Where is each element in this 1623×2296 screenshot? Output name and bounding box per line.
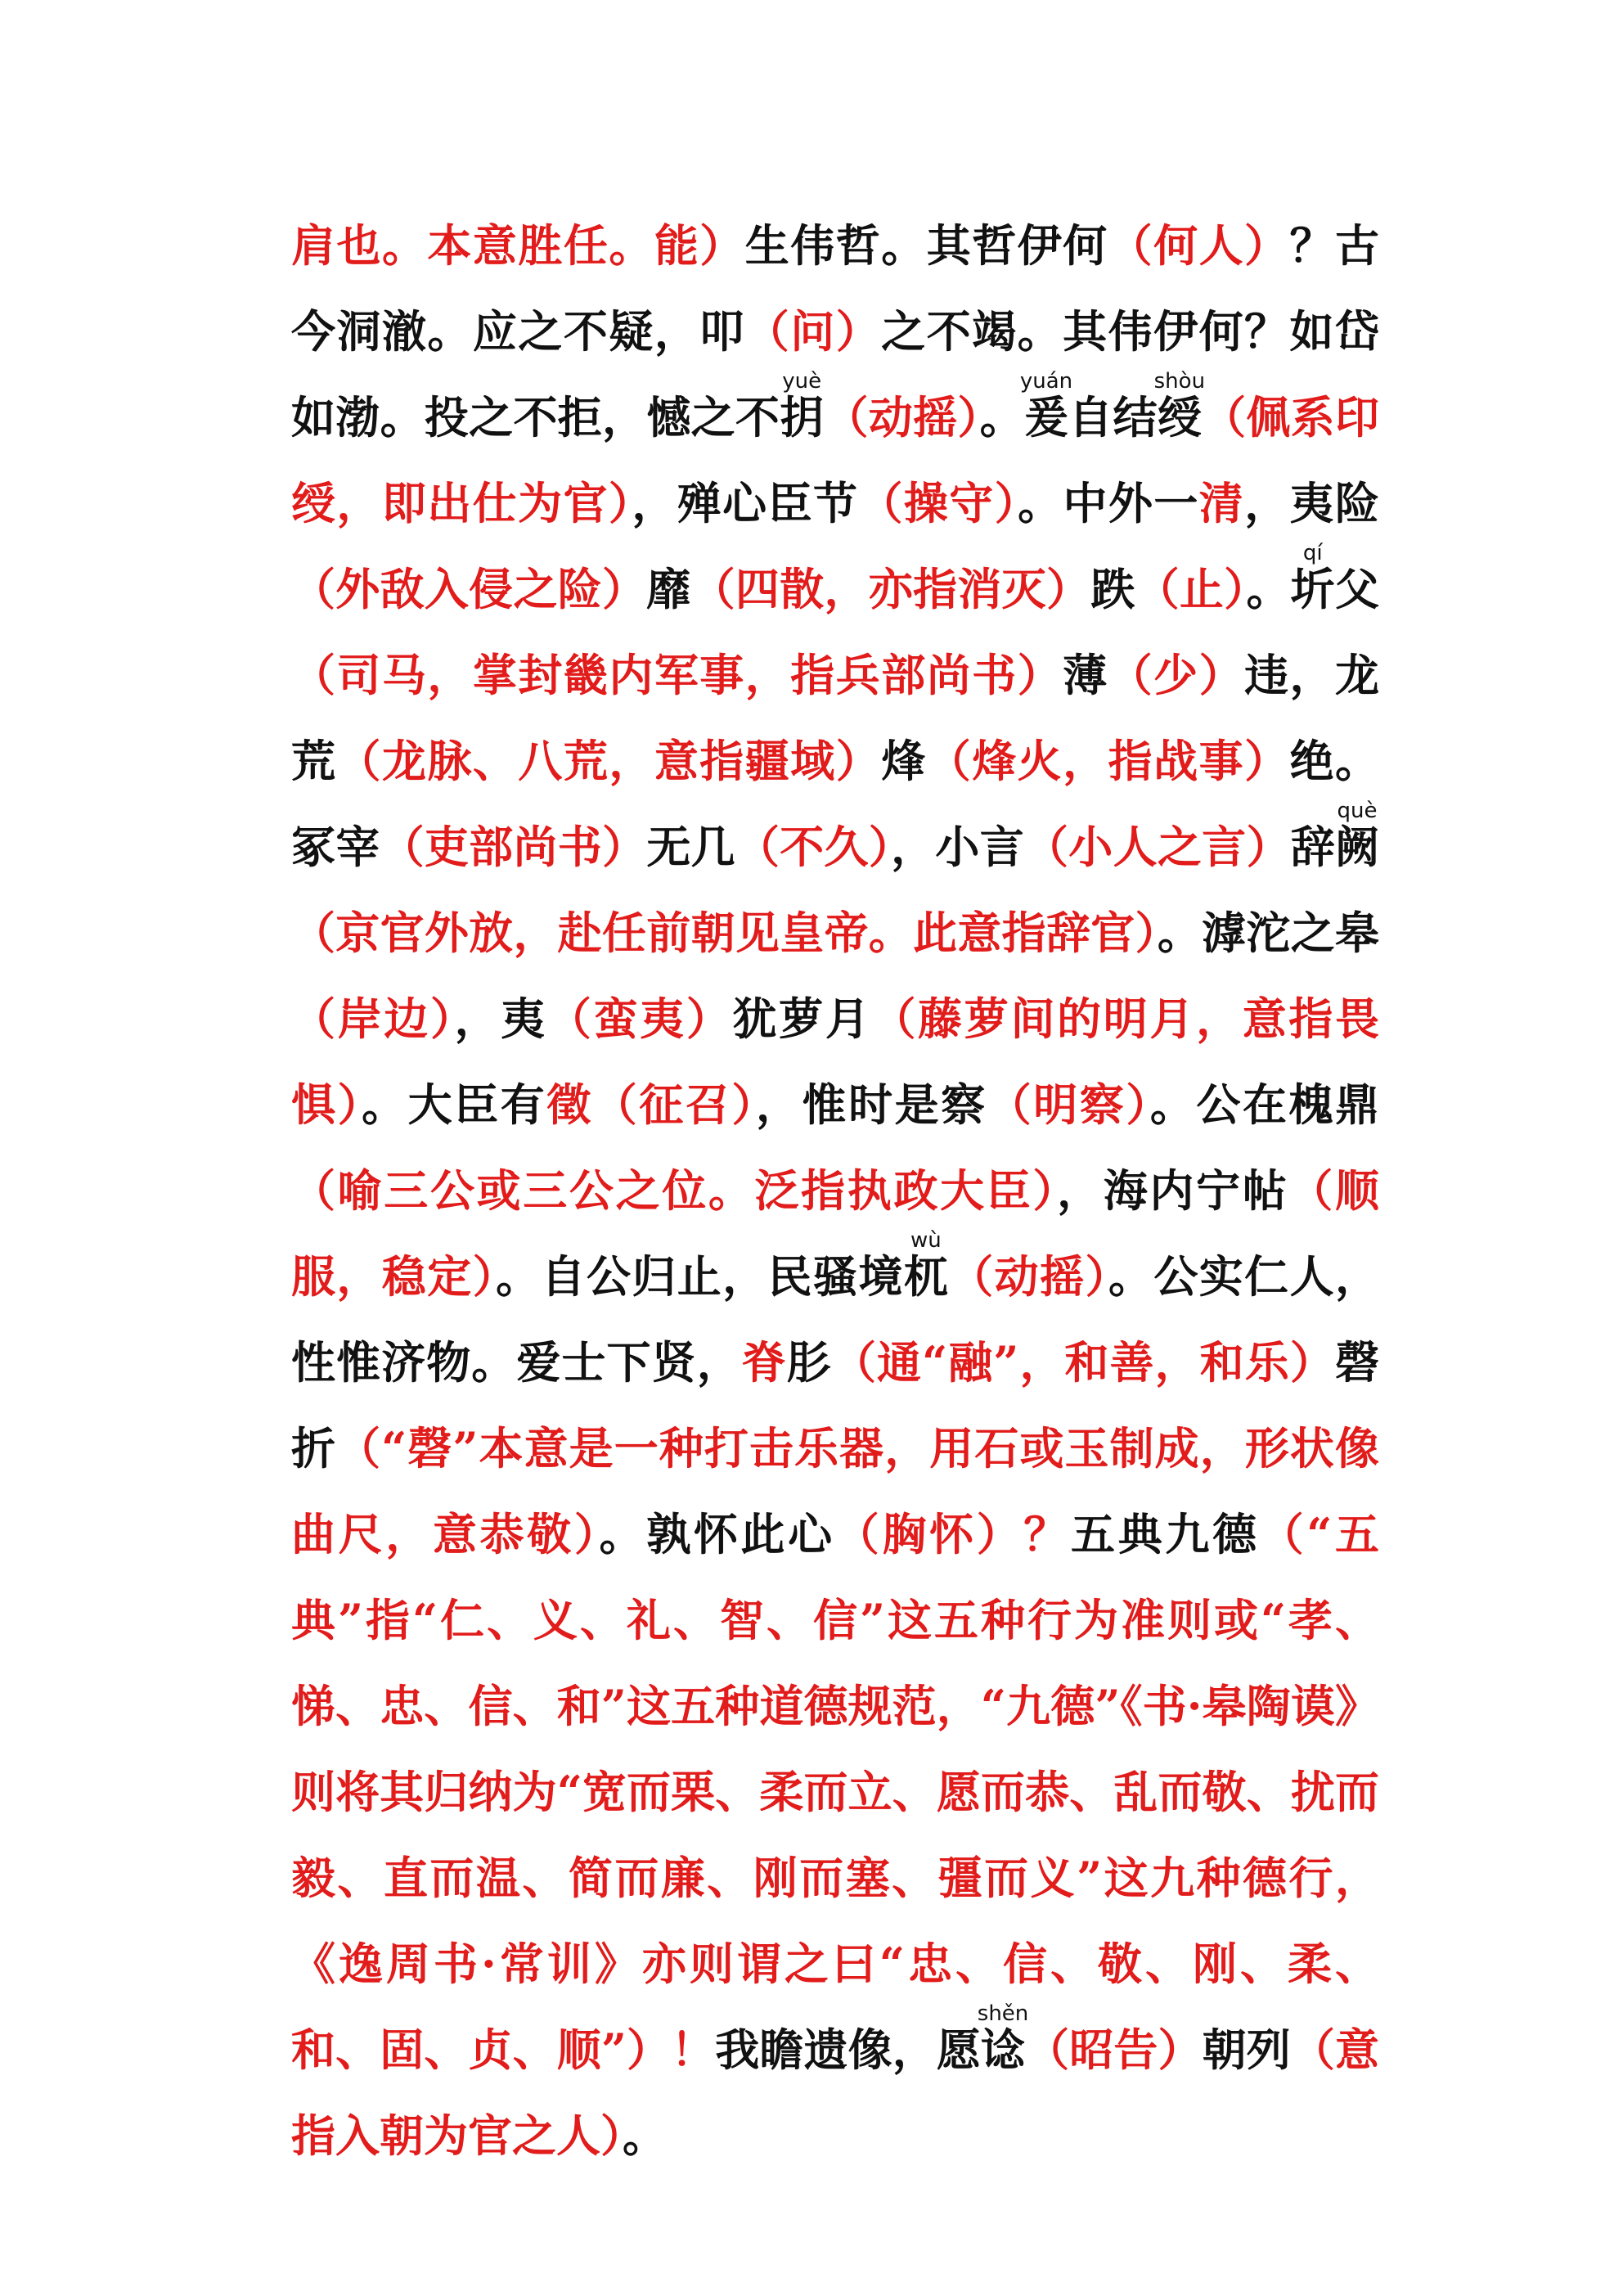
main-text: 绝。冢宰 — [291, 735, 1380, 873]
ruby-base: 抈 — [780, 391, 825, 443]
main-text: 辞 — [1290, 821, 1336, 873]
main-text: 我瞻遗像，愿 — [715, 2024, 982, 2076]
annotation-text: （烽火，指战事） — [926, 735, 1290, 787]
ruby-base: 圻 — [1290, 563, 1336, 615]
annotation-text: （少） — [1108, 649, 1245, 701]
main-text: 肜 — [786, 1336, 832, 1389]
main-text: 父 — [1335, 563, 1380, 615]
main-text: 自结 — [1068, 391, 1158, 443]
main-text: 。 — [1246, 563, 1291, 615]
annotation-text: 肩也。本意胜任。能） — [291, 219, 745, 272]
annotation-text: （动摇） — [949, 1250, 1108, 1303]
annotated-character — [1290, 541, 1336, 615]
annotated-character — [903, 1228, 950, 1303]
main-text: ，海内宁帖 — [1057, 1164, 1289, 1217]
annotation-text: （吏部尚书） — [380, 821, 647, 873]
annotation-text: （藤萝间的明月，意指畏惧） — [291, 993, 1380, 1131]
main-text: 。自公归止，民骚境 — [496, 1250, 904, 1303]
main-text: 薄 — [1063, 649, 1108, 701]
main-text: 。公实仁人，性惟济物。爱士下贤， — [291, 1250, 1380, 1389]
main-text: 无几 — [646, 821, 735, 873]
annotation-text: 徵（征召） — [546, 1078, 756, 1131]
annotation-text: （四散，亦指消灭） — [690, 563, 1091, 615]
main-text: ，惟时是察 — [755, 1078, 987, 1131]
main-text: 生伟哲。其哲伊何 — [744, 219, 1108, 272]
main-text: 磬折 — [291, 1336, 1379, 1474]
main-text: 。公在槐鼎 — [1149, 1078, 1380, 1131]
annotation-text: （意指入朝为官之人） — [291, 2024, 1380, 2162]
ruby-base: 绶 — [1153, 391, 1206, 443]
annotation-text: （动摇） — [824, 391, 980, 443]
main-text: 。 — [623, 2109, 667, 2162]
pinyin-annotation: qí — [1290, 541, 1335, 565]
annotated-character — [780, 369, 825, 443]
annotation-text: （顺服，稳定） — [291, 1164, 1380, 1303]
ruby-base: 杌 — [903, 1250, 950, 1303]
main-text: 五典九德 — [1071, 1508, 1260, 1560]
main-text: 跌 — [1090, 563, 1135, 615]
annotation-text: （明察） — [987, 1078, 1150, 1131]
annotation-text: （昭告） — [1025, 2024, 1203, 2076]
main-text: 。 — [979, 391, 1024, 443]
annotation-text: （何人） — [1108, 219, 1290, 272]
main-text: 靡 — [646, 563, 691, 615]
annotation-text: （京官外放，赴任前朝见皇帝。此意指辞官） — [291, 907, 1158, 959]
annotation-text: （通“融”，和善，和乐） — [831, 1336, 1335, 1389]
annotation-text: （“磬”本意是一种打击乐器，用石或玉制成，形状像曲尺，意恭敬） — [291, 1422, 1379, 1560]
main-text: 犹萝月 — [732, 993, 872, 1045]
main-text: 。中外一 — [1018, 477, 1199, 529]
document-body — [291, 203, 1379, 2179]
main-text: 烽 — [881, 735, 927, 787]
main-text: 。滹沱之皋 — [1157, 907, 1380, 959]
annotation-text: （胸怀）？ — [834, 1508, 1072, 1560]
annotation-text: （问） — [744, 305, 882, 358]
main-text: ，殚心臣节 — [632, 477, 859, 529]
annotation-text: （不久） — [735, 821, 892, 873]
annotation-text: （佩系印绶，即出仕为官） — [291, 391, 1380, 529]
main-text: ？古今洞澈。应之不疑，叩 — [291, 219, 1380, 358]
main-text: ，夷险 — [1244, 477, 1380, 529]
annotation-text: （喻三公或三公之位。泛指执政大臣） — [291, 1164, 1058, 1217]
annotation-text: （“五典”指“仁、义、礼、智、信”这五种行为准则或“孝、悌、忠、信、和”这五种道德规范，“九德”《书·皋陶谟》则将其归纳为“宽而栗、柔而立、愿而恭、乱而敬、扰而毅、直而温、简而廉、刚而塞、彊而义”这九种德行，《逸周书·常训》亦则谓之曰“忠、信、敬、刚、柔、和、固、贞、顺”）！ — [291, 1508, 1380, 2076]
annotation-text: （龙脉、八荒，意指疆域） — [336, 735, 882, 787]
pinyin-annotation: què — [1335, 799, 1380, 823]
main-text: ，夷 — [454, 993, 547, 1045]
annotated-character — [1153, 369, 1206, 443]
annotated-character — [1335, 799, 1380, 873]
main-text: 违，龙荒 — [291, 649, 1380, 787]
ruby-base: 谂 — [977, 2024, 1029, 2076]
pinyin-annotation: wù — [903, 1228, 948, 1253]
main-text: 之不竭。其伟伊何？如岱如渤。投之不拒，憾之不 — [291, 305, 1380, 443]
annotation-text: （蛮夷） — [546, 993, 733, 1045]
main-text: 。孰怀此心 — [599, 1508, 835, 1560]
ruby-base: 阙 — [1335, 821, 1380, 873]
pinyin-annotation: yuè — [780, 369, 825, 394]
annotation-text: （外敌入侵之险） — [291, 563, 647, 615]
annotation-text: （小人之言） — [1023, 821, 1291, 873]
pinyin-annotation: yuán — [1019, 369, 1073, 394]
annotation-text: 脊 — [741, 1336, 787, 1389]
main-text: 朝列 — [1202, 2024, 1291, 2076]
annotation-text: （操守） — [858, 477, 1018, 529]
annotation-text: （司马，掌封畿内军事，指兵部尚书） — [291, 649, 1063, 701]
annotated-character — [1019, 369, 1073, 443]
pinyin-annotation: shòu — [1153, 369, 1206, 394]
main-text: 。大臣有 — [362, 1078, 547, 1131]
ruby-base: 爰 — [1019, 391, 1073, 443]
annotation-text: （止） — [1135, 563, 1247, 615]
annotation-text: （岸边） — [291, 993, 455, 1045]
main-text: ，小言 — [891, 821, 1024, 873]
annotation-text: 清 — [1198, 477, 1245, 529]
annotated-character — [977, 2001, 1029, 2076]
pinyin-annotation: shěn — [977, 2001, 1029, 2026]
